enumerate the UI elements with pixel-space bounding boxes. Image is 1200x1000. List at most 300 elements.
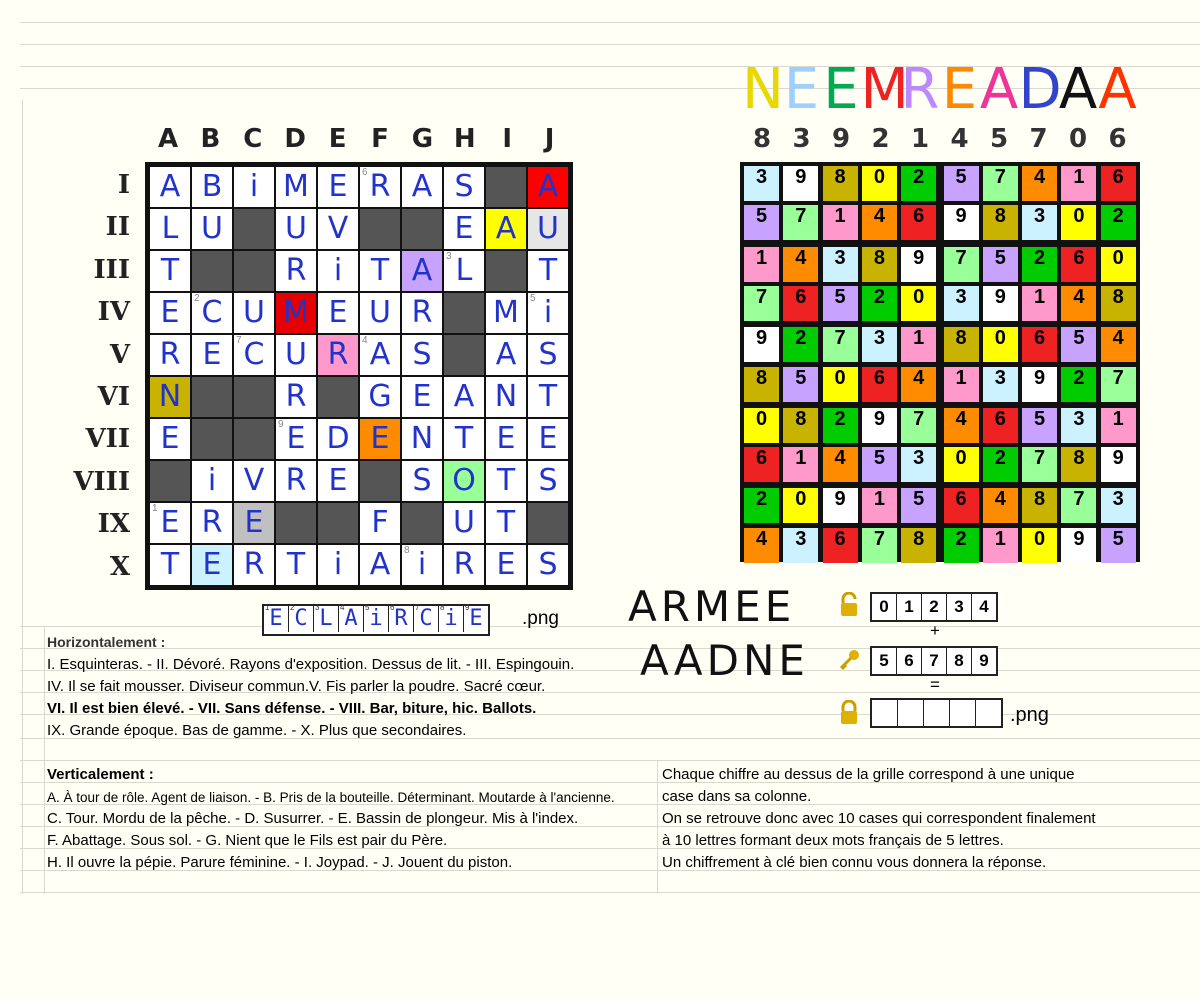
crossword-cell [528, 167, 568, 207]
horizontal-clue-4: IX. Grande époque. Bas de gamme. - X. Plus que secondaires. [47, 722, 467, 739]
sudoku-cell: 6 [783, 286, 818, 321]
sudoku-header-letter: M [860, 57, 909, 122]
sudoku-cell: 3 [944, 286, 979, 321]
sudoku-header-digit: 2 [871, 124, 890, 154]
crossword-column-label: I [502, 124, 513, 154]
sudoku-cell: 7 [862, 528, 897, 563]
cipher-box-1 [870, 592, 998, 622]
crossword-cell-letter: E [244, 505, 264, 540]
crossword-cell [276, 251, 316, 291]
crossword-cell-letter: L [161, 211, 179, 246]
sudoku-cell: 7 [1061, 488, 1096, 523]
open-lock-icon [838, 592, 860, 618]
crossword-cell [528, 419, 568, 459]
crossword-row-label: V [109, 339, 130, 370]
crossword-cell-letter: E [412, 379, 432, 414]
crossword-cell-letter: E [496, 547, 516, 582]
sudoku-cell: 4 [1061, 286, 1096, 321]
crossword-cell [276, 209, 316, 249]
crossword-cell [444, 167, 484, 207]
crossword-cell-letter: E [202, 547, 222, 582]
crossword-cell [150, 335, 190, 375]
crossword-cell [444, 419, 484, 459]
crossword-cell-letter: E [286, 421, 306, 456]
explanation-line-2: case dans sa colonne. [662, 788, 812, 805]
crossword-cell [192, 503, 232, 543]
png-word-boxes [262, 604, 490, 636]
crossword-cell-letter: U [369, 295, 391, 330]
crossword-cell [486, 377, 526, 417]
sheet-row-line [20, 648, 1200, 649]
crossword-cell [360, 377, 400, 417]
sudoku-cell: 0 [862, 166, 897, 201]
sudoku-header-digit: 3 [792, 124, 811, 154]
crossword-cell [234, 461, 274, 501]
sudoku-header-letter: A [1098, 57, 1137, 122]
sudoku-cell: 0 [744, 408, 779, 443]
cipher-digit: 8 [947, 648, 972, 674]
crossword-cell-letter: A [411, 169, 433, 204]
crossword-cell-letter: V [327, 211, 349, 246]
crossword-cell-letter: E [160, 295, 180, 330]
plus-sign: + [930, 621, 940, 640]
sheet-row-line [20, 892, 1200, 893]
sudoku-cell: 5 [823, 286, 858, 321]
sudoku-cell: 4 [823, 447, 858, 482]
crossword-cell [402, 335, 442, 375]
crossword-cell-letter: U [243, 295, 265, 330]
crossword-cell-number: 2 [194, 293, 200, 304]
png-word-box-letter: i [444, 606, 458, 631]
sheet-col-line [22, 100, 23, 894]
crossword-cell [276, 293, 316, 333]
crossword-row-label: I [117, 170, 130, 200]
crossword-cell [150, 209, 190, 249]
crossword-cell [486, 335, 526, 375]
sudoku-cell: 7 [944, 247, 979, 282]
sudoku-cell: 3 [1022, 205, 1057, 240]
crossword-cell [234, 545, 274, 585]
crossword-black-cell [486, 167, 526, 207]
png-word-box-letter: A [344, 606, 358, 631]
sudoku-cell: 3 [823, 247, 858, 282]
crossword-cell-letter: R [243, 547, 265, 582]
sudoku-cell: 8 [901, 528, 936, 563]
crossword-cell [444, 545, 484, 585]
sudoku-cell: 4 [983, 488, 1018, 523]
crossword-cell [318, 167, 358, 207]
crossword-cell-letter: O [452, 463, 476, 498]
explanation-line-3: On se retrouve donc avec 10 cases qui correspondent finalement [662, 810, 1096, 827]
sudoku-cell: 5 [862, 447, 897, 482]
cipher-digit: 3 [947, 594, 972, 620]
sudoku-cell: 6 [1061, 247, 1096, 282]
crossword-cell-letter: R [453, 547, 475, 582]
crossword-cell-letter: S [454, 169, 474, 204]
sudoku-cell: 9 [862, 408, 897, 443]
cipher-digit: 6 [897, 648, 922, 674]
crossword-cell-number: 8 [404, 545, 410, 556]
crossword-row-label: VIII [73, 466, 130, 497]
sudoku-cell: 8 [783, 408, 818, 443]
crossword-column-label: D [284, 124, 306, 154]
crossword-cell [360, 251, 400, 291]
sudoku-cell: 2 [744, 488, 779, 523]
crossword-cell [276, 419, 316, 459]
sudoku-cell: 6 [744, 447, 779, 482]
sudoku-cell: 9 [901, 247, 936, 282]
crossword-black-cell [486, 251, 526, 291]
sudoku-cell: 8 [1101, 286, 1136, 321]
crossword-column-label: J [544, 124, 555, 154]
sheet-row-line [20, 44, 1200, 45]
crossword-cell [318, 545, 358, 585]
sudoku-cell: 5 [944, 166, 979, 201]
explanation-line-1: Chaque chiffre au dessus de la grille correspond à une unique [662, 766, 1075, 783]
crossword-cell-letter: R [285, 253, 307, 288]
sudoku-cell: 6 [862, 367, 897, 402]
crossword-cell-letter: T [454, 421, 474, 456]
sudoku-header-digit: 5 [989, 124, 1009, 154]
crossword-cell [486, 461, 526, 501]
crossword-cell-letter: S [412, 463, 432, 498]
sudoku-cell: 0 [901, 286, 936, 321]
png-word-extension: .png [522, 608, 559, 629]
horizontal-clue-3: VI. Il est bien élevé. - VII. Sans défense. - VIII. Bar, biture, hic. Ballots. [47, 700, 537, 717]
crossword-cell-letter: i [417, 547, 427, 582]
sudoku-cell: 4 [1101, 327, 1136, 362]
sudoku-cell: 2 [1101, 205, 1136, 240]
sudoku-cell: 7 [901, 408, 936, 443]
crossword-cell-letter: S [538, 337, 558, 372]
crossword-cell [360, 335, 400, 375]
crossword-cell-letter: N [410, 421, 434, 456]
crossword-cell [318, 461, 358, 501]
png-word-box [464, 603, 488, 632]
crossword-cell-letter: R [159, 337, 181, 372]
crossword-cell-letter: U [453, 505, 475, 540]
crossword-black-cell [276, 503, 316, 543]
sudoku-cell: 4 [1022, 166, 1057, 201]
sudoku-cell: 5 [1061, 327, 1096, 362]
png-word-box-letter: E [469, 606, 483, 631]
crossword-cell-letter: E [328, 169, 348, 204]
png-word-box [414, 603, 439, 632]
crossword-cell-letter: R [369, 169, 391, 204]
sudoku-cell: 5 [744, 205, 779, 240]
crossword-cell [192, 461, 232, 501]
crossword-cell [402, 251, 442, 291]
sheet-col-line [657, 760, 658, 894]
sudoku-cell: 9 [983, 286, 1018, 321]
crossword-cell-letter: R [285, 379, 307, 414]
sudoku-cell: 3 [901, 447, 936, 482]
crossword-column-label: C [243, 124, 263, 154]
crossword-cell [360, 419, 400, 459]
sudoku-cell: 3 [983, 367, 1018, 402]
crossword-black-cell [234, 251, 274, 291]
sudoku-cell: 1 [1022, 286, 1057, 321]
sudoku-cell: 4 [744, 528, 779, 563]
sudoku-cell: 7 [783, 205, 818, 240]
crossword-cell-letter: M [283, 295, 309, 330]
png-word-box [364, 603, 389, 632]
crossword-cell-letter: R [201, 505, 223, 540]
sudoku-cell: 3 [744, 166, 779, 201]
crossword-black-cell [234, 377, 274, 417]
crossword-cell [192, 335, 232, 375]
crossword-black-cell [192, 377, 232, 417]
crossword-column-label: F [371, 124, 389, 154]
sudoku-cell: 8 [1022, 488, 1057, 523]
crossword-cell [444, 377, 484, 417]
crossword-cell-number: 7 [236, 335, 242, 346]
crossword-cell [402, 545, 442, 585]
sudoku-cell: 7 [744, 286, 779, 321]
crossword-cell [276, 335, 316, 375]
key-icon [838, 648, 860, 672]
crossword-cell [528, 293, 568, 333]
sheet-row-line [20, 626, 1200, 627]
crossword-black-cell [234, 419, 274, 459]
sudoku-header-letter: E [783, 57, 820, 122]
sudoku-cell: 2 [1061, 367, 1096, 402]
crossword-column-label: H [453, 124, 476, 154]
sheet-row-line [20, 760, 1200, 761]
png-word-box-letter: L [319, 606, 333, 631]
crossword-cell-number: 5 [530, 293, 536, 304]
horizontal-title: Horizontalement : [47, 634, 166, 650]
crossword-cell-letter: E [202, 337, 222, 372]
png-word-box-number: 3 [315, 603, 320, 612]
png-word-box-letter: R [394, 606, 408, 631]
handwritten-word-2: AADNE [640, 636, 809, 685]
crossword-cell-letter: C [201, 295, 223, 330]
sudoku-header-digit: 6 [1108, 124, 1127, 154]
crossword-cell [276, 545, 316, 585]
sudoku-cell: 2 [823, 408, 858, 443]
sudoku-cell: 6 [944, 488, 979, 523]
crossword-cell-letter: E [328, 463, 348, 498]
sudoku-cell: 8 [983, 205, 1018, 240]
crossword-cell-letter: T [160, 253, 180, 288]
crossword-cell-letter: U [285, 211, 307, 246]
crossword-cell-letter: R [327, 337, 349, 372]
cipher-digit: 1 [897, 594, 922, 620]
sudoku-cell: 0 [983, 327, 1018, 362]
crossword-cell [234, 167, 274, 207]
crossword-black-cell [318, 377, 358, 417]
cipher-digit: 2 [922, 594, 947, 620]
sudoku-cell: 4 [944, 408, 979, 443]
crossword-cell-letter: A [495, 337, 517, 372]
crossword-cell-letter: A [369, 547, 391, 582]
crossword-cell [318, 293, 358, 333]
crossword-cell [234, 293, 274, 333]
sheet-row-line [20, 22, 1200, 23]
sudoku-cell: 2 [862, 286, 897, 321]
crossword-cell [486, 419, 526, 459]
crossword-black-cell [528, 503, 568, 543]
crossword-cell [486, 293, 526, 333]
crossword-cell-letter: F [371, 505, 389, 540]
sudoku-cell: 7 [1101, 367, 1136, 402]
crossword-row-label: IX [97, 509, 130, 540]
png-word-box-number: 9 [465, 603, 470, 612]
sudoku-cell: 3 [862, 327, 897, 362]
crossword-cell-letter: B [201, 169, 223, 204]
sudoku-cell: 2 [983, 447, 1018, 482]
crossword-cell-number: 3 [446, 251, 452, 262]
crossword-black-cell [150, 461, 190, 501]
crossword-cell [444, 209, 484, 249]
png-word-box-number: 7 [415, 603, 420, 612]
crossword-cell [528, 335, 568, 375]
sudoku-cell: 8 [1061, 447, 1096, 482]
sudoku-header-digit: 1 [910, 124, 930, 154]
sudoku-grid [740, 162, 1140, 562]
cipher-digit: 0 [872, 594, 897, 620]
sudoku-cell: 6 [1022, 327, 1057, 362]
sudoku-cell: 4 [901, 367, 936, 402]
crossword-cell-letter: i [207, 463, 217, 498]
crossword-row-label: VI [97, 382, 130, 412]
sudoku-cell: 8 [862, 247, 897, 282]
crossword-cell-letter: E [496, 421, 516, 456]
crossword-cell [318, 209, 358, 249]
crossword-row-label: IV [97, 297, 130, 328]
sudoku-header-letter: N [742, 57, 784, 122]
sudoku-cell: 5 [783, 367, 818, 402]
sudoku-header-digit: 9 [831, 124, 851, 154]
crossword-black-cell [444, 335, 484, 375]
sudoku-header-letter: A [1058, 57, 1098, 122]
crossword-row-label: X [109, 551, 130, 582]
png-word-box [339, 603, 364, 632]
crossword-row-label: III [93, 254, 130, 285]
sudoku-cell: 6 [823, 528, 858, 563]
crossword-cell-letter: T [496, 463, 516, 498]
sudoku-cell: 4 [783, 247, 818, 282]
crossword-cell [402, 293, 442, 333]
png-word-box-letter: i [369, 606, 383, 631]
sudoku-cell: 9 [823, 488, 858, 523]
crossword-cell-letter: C [243, 337, 265, 372]
png-word-box [389, 603, 414, 632]
crossword-black-cell [444, 293, 484, 333]
sudoku-cell: 1 [1061, 166, 1096, 201]
sudoku-cell: 1 [862, 488, 897, 523]
crossword-cell-letter: i [333, 253, 343, 288]
crossword-cell [234, 503, 274, 543]
crossword-cell [528, 209, 568, 249]
crossword-cell-letter: A [453, 379, 475, 414]
closed-lock-icon [838, 700, 860, 726]
crossword-cell-letter: S [412, 337, 432, 372]
sudoku-cell: 0 [944, 447, 979, 482]
crossword-cell-letter: A [495, 211, 517, 246]
crossword-row-label: II [105, 212, 130, 243]
crossword-cell-letter: M [283, 169, 309, 204]
crossword-cell-letter: A [369, 337, 391, 372]
crossword-cell-letter: R [411, 295, 433, 330]
crossword-cell [276, 461, 316, 501]
crossword-cell [276, 377, 316, 417]
crossword-cell-letter: U [201, 211, 223, 246]
sudoku-cell: 8 [823, 166, 858, 201]
sudoku-cell: 1 [744, 247, 779, 282]
crossword-cell-number: 1 [152, 503, 158, 514]
vertical-title: Verticalement : [47, 766, 154, 783]
png-word-box-number: 2 [290, 603, 295, 612]
crossword-cell [150, 419, 190, 459]
crossword-cell [150, 503, 190, 543]
png-word-box [289, 603, 314, 632]
crossword-cell [192, 293, 232, 333]
crossword-cell [528, 377, 568, 417]
crossword-cell [150, 377, 190, 417]
crossword-cell [192, 209, 232, 249]
handwritten-word-1: ARMEE [628, 582, 796, 631]
png-word-box-letter: C [419, 606, 433, 631]
crossword-cell [276, 167, 316, 207]
sudoku-cell: 4 [862, 205, 897, 240]
sudoku-cell: 3 [1061, 408, 1096, 443]
sudoku-cell: 3 [783, 528, 818, 563]
crossword-cell [360, 293, 400, 333]
crossword-cell [486, 209, 526, 249]
sudoku-cell: 0 [823, 367, 858, 402]
sudoku-cell: 5 [1101, 528, 1136, 563]
answer-extension: .png [1010, 704, 1049, 726]
sudoku-cell: 7 [823, 327, 858, 362]
crossword-cell [528, 545, 568, 585]
sudoku-cell: 1 [901, 327, 936, 362]
crossword-cell-letter: T [538, 379, 558, 414]
crossword-cell-letter: A [159, 169, 181, 204]
crossword-cell-letter: G [368, 379, 392, 414]
crossword-black-cell [318, 503, 358, 543]
crossword-cell-letter: E [328, 295, 348, 330]
crossword-black-cell [192, 251, 232, 291]
crossword-cell [402, 377, 442, 417]
crossword-black-cell [360, 461, 400, 501]
crossword-cell [150, 167, 190, 207]
sudoku-cell: 2 [944, 528, 979, 563]
sudoku-header-letter: E [823, 57, 859, 122]
sudoku-cell: 1 [1101, 408, 1136, 443]
sudoku-cell: 1 [783, 447, 818, 482]
crossword-cell [318, 251, 358, 291]
crossword-column-label: G [411, 124, 434, 154]
sudoku-header-letter: R [900, 57, 940, 122]
crossword-cell-letter: E [370, 421, 390, 456]
sudoku-header-letter: D [1018, 57, 1062, 122]
crossword-cell-letter: T [286, 547, 306, 582]
sudoku-header-letter: A [979, 57, 1019, 122]
sudoku-cell: 5 [1022, 408, 1057, 443]
sudoku-cell: 6 [983, 408, 1018, 443]
sudoku-header-digit: 0 [1068, 124, 1088, 154]
sudoku-cell: 2 [901, 166, 936, 201]
crossword-cell [528, 251, 568, 291]
crossword-cell-letter: L [455, 253, 473, 288]
crossword-cell-letter: E [160, 505, 180, 540]
sudoku-header-letter: E [941, 57, 978, 122]
sudoku-cell: 9 [1022, 367, 1057, 402]
crossword-cell-letter: U [537, 211, 559, 246]
sudoku-cell: 9 [1061, 528, 1096, 563]
